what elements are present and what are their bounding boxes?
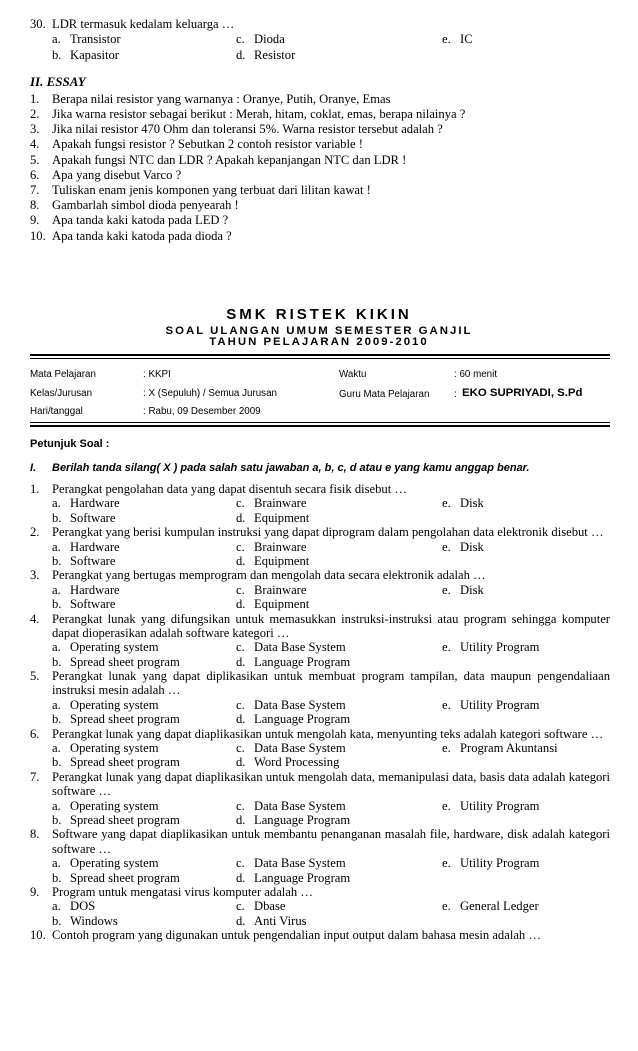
option-a: a. Transistor — [52, 32, 121, 47]
options-row — [30, 640, 610, 654]
options-row — [30, 755, 610, 769]
question-text: instruksi mesin adalah … — [52, 683, 181, 698]
question-number: 30. — [30, 17, 46, 31]
info-divider-thin — [30, 422, 610, 423]
option-e — [442, 856, 539, 870]
option-e — [442, 640, 539, 654]
option-letter: a. — [52, 496, 61, 511]
option-e — [442, 540, 484, 554]
question-1 — [30, 482, 610, 496]
option-text: Utility Program — [460, 798, 540, 813]
class-value: : X (Sepuluh) / Semua Jurusan — [143, 388, 277, 399]
option-text: Operating system — [70, 640, 159, 655]
section-instruction — [30, 462, 529, 474]
option-letter: b. — [52, 812, 62, 827]
option-b — [52, 712, 180, 726]
option-text: Language Program — [254, 654, 351, 669]
option-text: Data Base System — [254, 798, 346, 813]
option-text: Windows — [70, 913, 118, 928]
question-text: Perangkat yang berisi kumpulan instruksi yang dapat diprogram dalam pengolahan data elektronik disebut … — [52, 525, 604, 540]
option-letter: c. — [236, 697, 245, 712]
question-8 — [30, 827, 610, 841]
option-e — [442, 496, 484, 510]
option-text: Dbase — [254, 899, 286, 914]
option-text: Program Akuntansi — [460, 741, 558, 756]
option-d — [236, 554, 309, 568]
option-text: Operating system — [70, 741, 159, 756]
option-text: Software — [70, 597, 116, 612]
option-text: Operating system — [70, 856, 159, 871]
option-letter: d. — [236, 712, 246, 727]
options-row — [30, 741, 610, 755]
option-letter: a. — [52, 899, 61, 914]
option-letter: b. — [52, 712, 62, 727]
question-30 — [30, 17, 610, 32]
option-letter: e. — [442, 798, 451, 813]
school-name: SMK RISTEK KIKIN — [226, 306, 412, 323]
option-letter: c. — [236, 539, 245, 554]
option-letter: e. — [442, 539, 451, 554]
question-text: software … — [52, 841, 112, 856]
question-number: 10. — [30, 928, 46, 943]
option-a — [52, 856, 159, 870]
option-letter: e. — [442, 496, 451, 511]
question-9 — [30, 885, 610, 899]
option-c — [236, 899, 285, 913]
option-text: Hardware — [70, 539, 120, 554]
option-d — [236, 914, 307, 928]
question-7 — [30, 770, 610, 784]
option-letter: d. — [236, 597, 246, 612]
option-letter: a. — [52, 798, 61, 813]
option-text: General Ledger — [460, 899, 539, 914]
option-letter: a. — [52, 741, 61, 756]
question-continuation — [30, 626, 610, 640]
essay-item: 10. Apa tanda kaki katoda pada dioda ? — [30, 228, 232, 243]
option-letter: a. — [52, 697, 61, 712]
option-text: Brainware — [254, 582, 307, 597]
option-a — [52, 496, 120, 510]
option-c — [236, 741, 346, 755]
exam-title-line-2: TAHUN PELAJARAN 2009-2010 — [209, 336, 429, 348]
option-b — [52, 554, 115, 568]
date-label: Hari/tanggal — [30, 406, 83, 417]
option-letter: e. — [442, 856, 451, 871]
previous-page-section — [30, 17, 610, 244]
question-10 — [30, 928, 610, 942]
option-text: Equipment — [254, 553, 310, 568]
option-text: Disk — [460, 496, 484, 511]
option-a — [52, 741, 159, 755]
option-a — [52, 583, 120, 597]
option-text: Hardware — [70, 582, 120, 597]
option-d — [236, 755, 339, 769]
option-letter: b. — [52, 553, 62, 568]
option-text: Spread sheet program — [70, 755, 180, 770]
question-text: Perangkat lunak yang dapat diplikasikan untuk membuat program tampilan, data maupun pengendaliaan — [52, 669, 610, 684]
option-letter: a. — [52, 640, 61, 655]
option-text: Operating system — [70, 798, 159, 813]
time-label: Waktu — [339, 369, 367, 380]
teacher-name: EKO SUPRIYADI, S.Pd — [462, 387, 583, 399]
instructions-heading: Petunjuk Soal : — [30, 438, 110, 450]
options-row — [30, 583, 610, 597]
options-row — [30, 540, 610, 554]
question-continuation — [30, 842, 610, 856]
question-text: Perangkat lunak yang dapat diaplikasikan untuk mengolah data, memanipulasi data, basis data adalah kategori — [52, 769, 610, 784]
option-b — [52, 871, 180, 885]
option-text: Language Program — [254, 870, 351, 885]
question-number: 3. — [30, 568, 40, 583]
option-letter: d. — [236, 553, 246, 568]
option-text: Spread sheet program — [70, 870, 180, 885]
option-a — [52, 899, 95, 913]
option-letter: d. — [236, 510, 246, 525]
option-text: Brainware — [254, 539, 307, 554]
option-text: Language Program — [254, 712, 351, 727]
option-text: Equipment — [254, 597, 310, 612]
option-b — [52, 655, 180, 669]
option-letter: e. — [442, 640, 451, 655]
option-text: Disk — [460, 539, 484, 554]
options-row — [30, 914, 610, 928]
section-roman: I. — [30, 462, 37, 474]
option-b — [52, 511, 115, 525]
option-d — [236, 712, 350, 726]
option-letter: a. — [52, 582, 61, 597]
question-number: 9. — [30, 884, 40, 899]
teacher-colon: : — [454, 389, 457, 400]
essay-item: 2. Jika warna resistor sebagai berikut : Merah, hitam, coklat, emas, berapa nilainya ? — [30, 107, 466, 122]
exam-title-line-1: SOAL ULANGAN UMUM SEMESTER GANJIL — [165, 325, 473, 337]
option-text: Spread sheet program — [70, 812, 180, 827]
option-text: Word Processing — [254, 755, 340, 770]
question-text: Perangkat yang bertugas memprogram dan mengolah data secara elektronik adalah … — [52, 568, 486, 583]
option-text: Software — [70, 553, 116, 568]
option-letter: b. — [52, 870, 62, 885]
option-text: Disk — [460, 582, 484, 597]
subject-value: : KKPI — [143, 369, 171, 380]
option-letter: b. — [52, 510, 62, 525]
option-text: Operating system — [70, 697, 159, 712]
options-row — [30, 511, 610, 525]
question-3 — [30, 568, 610, 582]
question-continuation — [30, 683, 610, 697]
instruction-text: Berilah tanda silang( X ) pada salah satu jawaban a, b, c, d atau e yang kamu anggap benar. — [52, 462, 530, 474]
option-letter: c. — [236, 640, 245, 655]
teacher-label: Guru Mata Pelajaran — [339, 389, 430, 400]
option-text: Spread sheet program — [70, 654, 180, 669]
essay-item: 9. Apa tanda kaki katoda pada LED ? — [30, 213, 229, 228]
question-number: 8. — [30, 827, 40, 842]
option-letter: d. — [236, 755, 246, 770]
question-text: dapat dioperasikan adalah software kategori … — [52, 625, 290, 640]
option-letter: a. — [52, 539, 61, 554]
option-c — [236, 856, 346, 870]
option-text: Data Base System — [254, 856, 346, 871]
option-text: Equipment — [254, 510, 310, 525]
question-text: Contoh program yang digunakan untuk pengendalian input output dalam bahasa mesin adalah … — [52, 928, 541, 943]
option-text: DOS — [70, 899, 96, 914]
header-divider-thick — [30, 354, 610, 356]
option-a — [52, 698, 159, 712]
option-letter: d. — [236, 870, 246, 885]
question-number: 6. — [30, 726, 40, 741]
option-letter: e. — [442, 697, 451, 712]
option-letter: c. — [236, 582, 245, 597]
question-6 — [30, 727, 610, 741]
option-b: b. Kapasitor — [52, 47, 119, 62]
option-e — [442, 583, 484, 597]
option-letter: b. — [52, 597, 62, 612]
class-label: Kelas/Jurusan — [30, 388, 93, 399]
question-number: 7. — [30, 769, 40, 784]
options-row — [30, 32, 610, 47]
question-text: LDR termasuk kedalam keluarga … — [52, 17, 235, 31]
option-text: Utility Program — [460, 856, 540, 871]
option-text: Language Program — [254, 812, 351, 827]
option-text: Utility Program — [460, 697, 540, 712]
question-number: 4. — [30, 611, 40, 626]
option-a — [52, 640, 159, 654]
option-text: Spread sheet program — [70, 712, 180, 727]
header-divider-thin — [30, 358, 610, 359]
option-letter: d. — [236, 913, 246, 928]
option-c — [236, 799, 346, 813]
essay-item: 6. Apa yang disebut Varco ? — [30, 167, 182, 182]
option-text: Hardware — [70, 496, 120, 511]
essay-item: 1. Berapa nilai resistor yang warnanya : Oranye, Putih, Oranye, Emas — [30, 91, 391, 106]
essay-item: 5. Apakah fungsi NTC dan LDR ? Apakah kepanjangan NTC dan LDR ! — [30, 152, 407, 167]
option-letter: c. — [236, 798, 245, 813]
options-row — [30, 899, 610, 913]
option-text: Brainware — [254, 496, 307, 511]
option-text: Data Base System — [254, 697, 346, 712]
option-letter: d. — [236, 812, 246, 827]
option-b — [52, 813, 180, 827]
question-text: software … — [52, 784, 112, 799]
option-letter: e. — [442, 582, 451, 597]
essay-item: 8. Gambarlah simbol dioda penyearah ! — [30, 198, 239, 213]
option-letter: c. — [236, 496, 245, 511]
question-text: Program untuk mengatasi virus komputer adalah … — [52, 884, 313, 899]
option-e — [442, 899, 539, 913]
option-e — [442, 741, 558, 755]
options-row — [30, 698, 610, 712]
question-number: 5. — [30, 669, 40, 684]
essay-item: 4. Apakah fungsi resistor ? Sebutkan 2 contoh resistor variable ! — [30, 137, 363, 152]
date-value: : Rabu, 09 Desember 2009 — [143, 406, 261, 417]
option-b — [52, 914, 118, 928]
question-2 — [30, 525, 610, 539]
question-continuation — [30, 784, 610, 798]
option-a — [52, 540, 120, 554]
exam-title — [0, 326, 638, 348]
options-row — [30, 856, 610, 870]
option-e — [442, 698, 539, 712]
question-text: Perangkat pengolahan data yang dapat disentuh secara fisik disebut … — [52, 482, 407, 496]
option-d — [236, 597, 309, 611]
question-number: 2. — [30, 525, 40, 540]
option-letter: e. — [442, 741, 451, 756]
option-letter: c. — [236, 899, 245, 914]
option-letter: c. — [236, 741, 245, 756]
subject-label: Mata Pelajaran — [30, 369, 96, 380]
options-row — [30, 48, 610, 63]
question-5 — [30, 669, 610, 683]
option-c — [236, 496, 306, 510]
option-c — [236, 640, 346, 654]
option-e: e. IC — [442, 32, 473, 47]
option-c: c. Dioda — [236, 32, 285, 47]
option-b — [52, 755, 180, 769]
question-4 — [30, 612, 610, 626]
options-row — [30, 655, 610, 669]
option-letter: b. — [52, 755, 62, 770]
options-row — [30, 712, 610, 726]
options-row — [30, 597, 610, 611]
option-a — [52, 799, 159, 813]
option-letter: b. — [52, 654, 62, 669]
option-e — [442, 799, 539, 813]
options-row — [30, 813, 610, 827]
question-text: Software yang dapat diaplikasikan untuk membantu penanganan masalah file, hardware, disk adalah kategori — [52, 827, 610, 842]
option-c — [236, 698, 346, 712]
option-d — [236, 511, 309, 525]
option-letter: e. — [442, 899, 451, 914]
option-d: d. Resistor — [236, 47, 296, 62]
option-text: Data Base System — [254, 640, 346, 655]
question-number: 1. — [30, 482, 40, 496]
option-text: Utility Program — [460, 640, 540, 655]
option-d — [236, 871, 350, 885]
option-letter: a. — [52, 856, 61, 871]
option-text: Anti Virus — [254, 913, 307, 928]
question-text: Perangkat lunak yang difungsikan untuk memasukkan instruksi-instruksi atau program sehingga komputer — [52, 611, 610, 626]
multiple-choice-list — [30, 482, 610, 943]
options-row — [30, 799, 610, 813]
option-letter: b. — [52, 913, 62, 928]
option-letter: d. — [236, 654, 246, 669]
option-text: Software — [70, 510, 116, 525]
essay-item: 7. Tuliskan enam jenis komponen yang terbuat dari lilitan kawat ! — [30, 183, 371, 198]
essay-title: II. ESSAY — [30, 73, 86, 89]
time-value: : 60 menit — [454, 369, 498, 380]
options-row — [30, 496, 610, 510]
option-letter: c. — [236, 856, 245, 871]
info-divider-thick — [30, 425, 610, 427]
option-c — [236, 540, 306, 554]
option-c — [236, 583, 306, 597]
essay-item: 3. Jika nilai resistor 470 Ohm dan toleransi 5%. Warna resistor tersebut adalah ? — [30, 122, 443, 137]
option-d — [236, 813, 350, 827]
option-text: Data Base System — [254, 741, 346, 756]
options-row — [30, 871, 610, 885]
option-d — [236, 655, 350, 669]
options-row — [30, 554, 610, 568]
essay-list — [30, 92, 610, 244]
option-b — [52, 597, 115, 611]
question-text: Perangkat lunak yang dapat diaplikasikan untuk mengolah kata, menyunting teks adalah kategori software … — [52, 726, 604, 741]
